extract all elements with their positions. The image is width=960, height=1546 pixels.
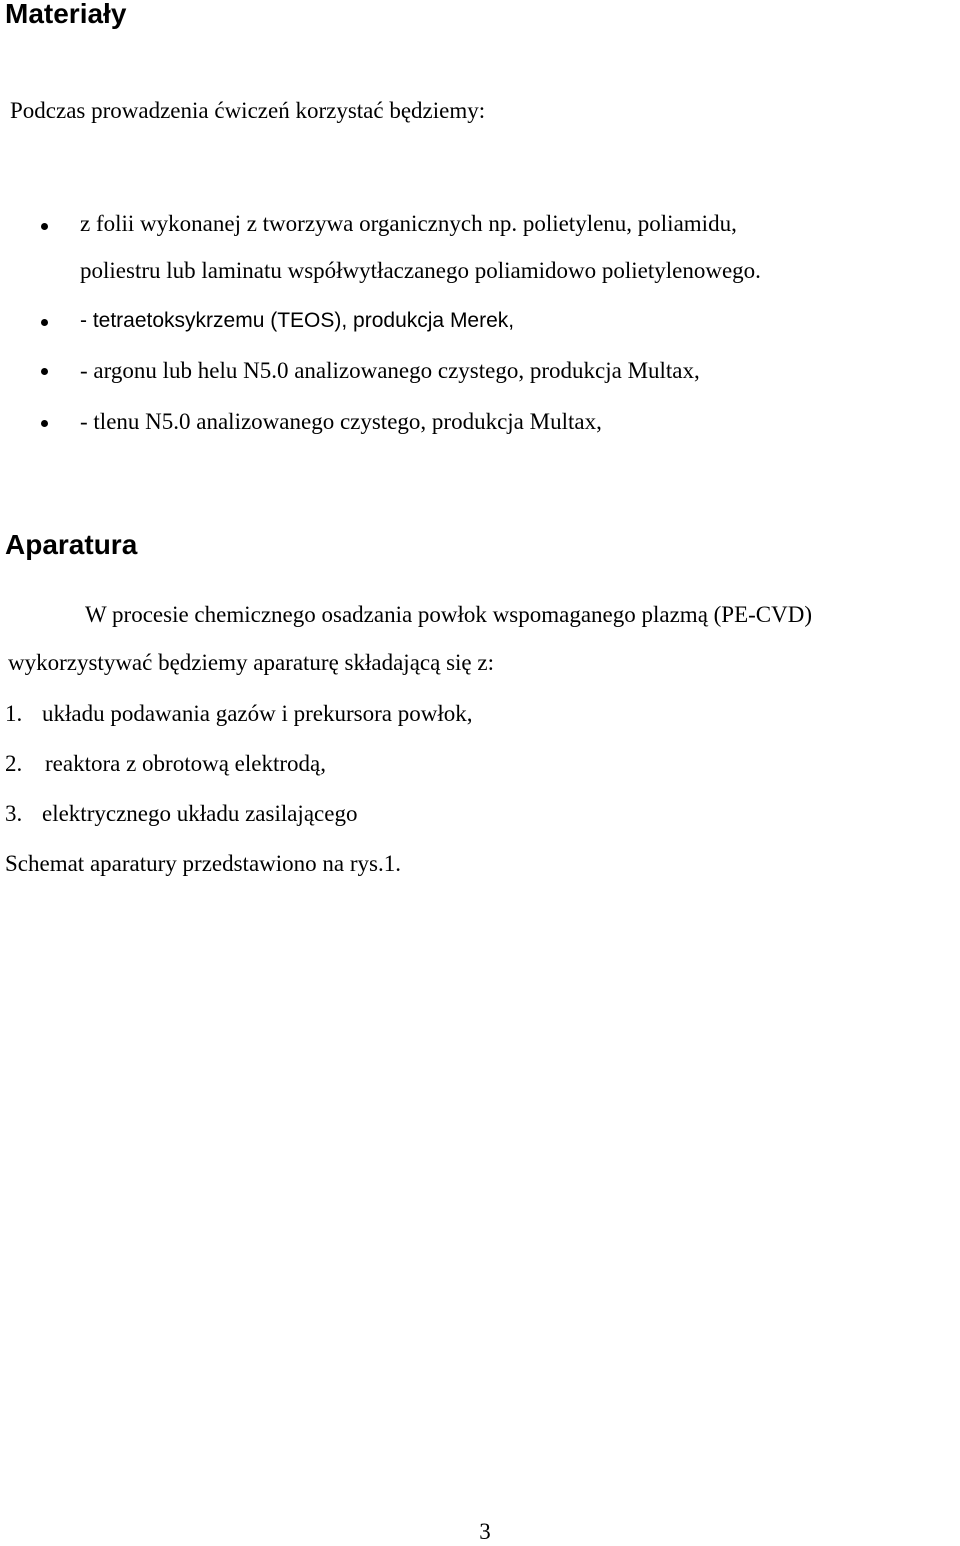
bullet-text-line: - tlenu N5.0 analizowanego czystego, produkcja Multax, bbox=[80, 409, 602, 434]
list-item-text: układu podawania gazów i prekursora powłok, bbox=[42, 701, 473, 726]
schema-note: Schemat aparatury przedstawiono na rys.1. bbox=[5, 851, 401, 876]
apparatus-paragraph-line: W procesie chemicznego osadzania powłok wspomaganego plazmą (PE-CVD) bbox=[85, 602, 813, 627]
bullet-text-line: - argonu lub helu N5.0 analizowanego czystego, produkcja Multax, bbox=[80, 358, 700, 383]
bullet-icon bbox=[41, 319, 48, 326]
bullet-icon bbox=[41, 420, 48, 427]
materials-intro: Podczas prowadzenia ćwiczeń korzystać będziemy: bbox=[10, 98, 486, 123]
bullet-icon bbox=[41, 368, 48, 375]
bullet-text-line: - tetraetoksykrzemu (TEOS), produkcja Merek, bbox=[80, 309, 515, 332]
section-heading-apparatus: Aparatura bbox=[5, 529, 138, 560]
bullet-icon bbox=[41, 223, 48, 230]
list-item-number: 1. bbox=[5, 701, 23, 726]
list-item-text: reaktora z obrotową elektrodą, bbox=[45, 751, 326, 776]
list-item-number: 2. bbox=[5, 751, 23, 776]
list-item-text: elektrycznego układu zasilającego bbox=[42, 801, 358, 826]
page-number: 3 bbox=[479, 1519, 491, 1544]
list-item-number: 3. bbox=[5, 801, 23, 826]
section-heading-materials: Materiały bbox=[5, 0, 127, 29]
bullet-text-line: poliestru lub laminatu współwytłaczanego poliamidowo polietylenowego. bbox=[80, 258, 761, 283]
apparatus-paragraph-line: wykorzystywać będziemy aparaturę składającą się z: bbox=[8, 650, 494, 675]
bullet-text-line: z folii wykonanej z tworzywa organicznych np. polietylenu, poliamidu, bbox=[80, 211, 737, 236]
